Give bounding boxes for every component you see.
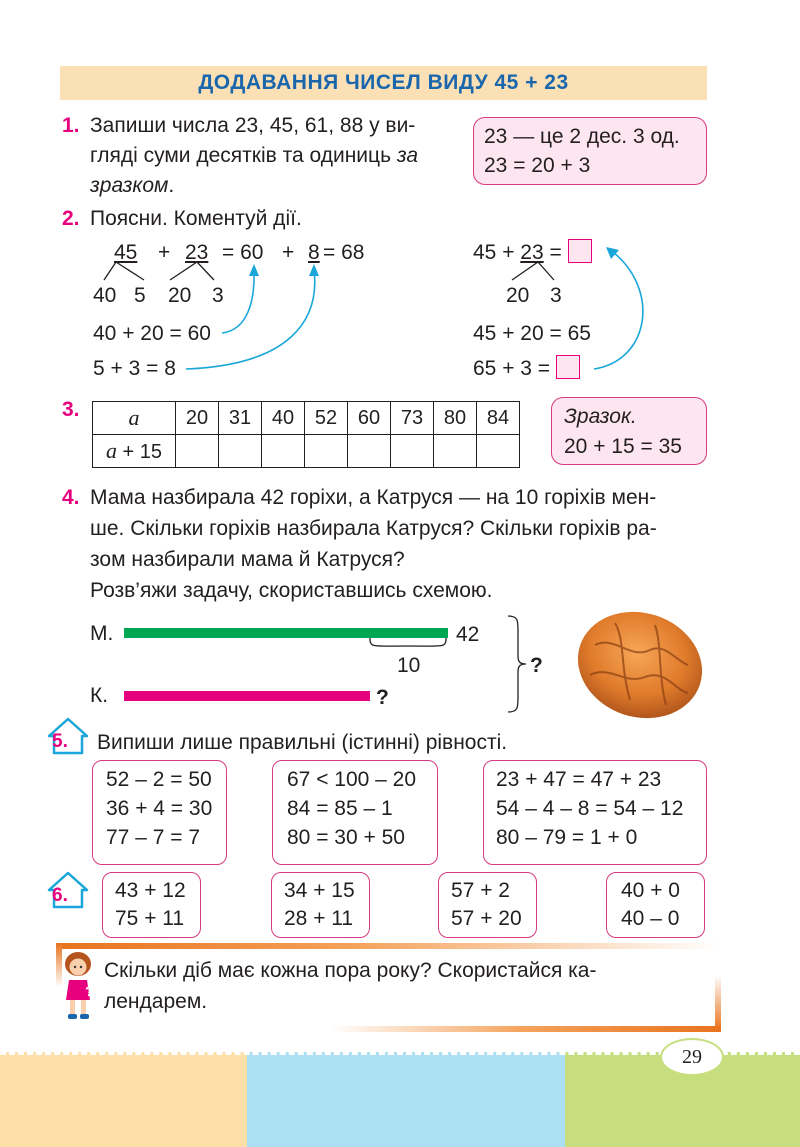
- table-cell: a: [93, 402, 176, 435]
- equality: 23 + 47 = 47 + 23: [496, 768, 662, 791]
- task-1-line-3: зразком.: [90, 174, 175, 197]
- task-1-line-1: Запиши числа 23, 45, 61, 88 у ви-: [90, 114, 416, 137]
- equalities-box-1: [92, 760, 227, 865]
- expression: 57 + 20: [451, 907, 522, 930]
- example-line: 20 + 15 = 35: [564, 435, 682, 458]
- expression-box-3: [438, 872, 537, 938]
- equality: 36 + 4 = 30: [106, 797, 213, 820]
- right-part-20: 20: [506, 284, 530, 307]
- task-4-line-1: Мама назбирала 42 горіхи, а Катруся — на 10 горіхів мен-: [90, 486, 657, 509]
- right-expr: 45 + 23 =: [473, 239, 592, 267]
- table-answer-cell[interactable]: [305, 435, 348, 468]
- bonus-line-1: Скільки діб має кожна пора року? Скористайся ка-: [104, 959, 597, 982]
- table-row: [93, 402, 520, 435]
- right-sum-1: 45 + 20 = 65: [473, 322, 591, 345]
- expression-box-1: [102, 872, 201, 938]
- expr-45: 45: [114, 241, 138, 264]
- scheme-value-42: 42: [456, 623, 480, 646]
- table-cell: 40: [262, 402, 305, 435]
- part-40: 40: [93, 284, 117, 307]
- expression: 43 + 12: [115, 879, 186, 902]
- task-1-number: 1.: [62, 114, 80, 137]
- scheme-bar-katrusia: [124, 691, 370, 701]
- table-row: [93, 435, 520, 468]
- task-2-text: Поясни. Коментуй дії.: [90, 207, 302, 230]
- part-3: 3: [212, 284, 224, 307]
- example-line-2: 23 = 20 + 3: [484, 154, 591, 177]
- equality: 52 – 2 = 50: [106, 768, 212, 791]
- expr-eq-60: = 60: [222, 241, 264, 264]
- equality: 84 = 85 – 1: [287, 797, 393, 820]
- expression-box-4: [606, 872, 705, 938]
- task-4-line-3: зом назбирали мама й Катруся?: [90, 548, 405, 571]
- equalities-box-3: [483, 760, 707, 865]
- walnut-icon: [570, 605, 710, 723]
- expression-box-2: [271, 872, 370, 938]
- scheme-question-katrusia: ?: [376, 686, 389, 709]
- right-part-3: 3: [550, 284, 562, 307]
- table-cell: 73: [391, 402, 434, 435]
- bonus-frame-top: [56, 943, 721, 949]
- task-1-line-2: гляді суми десятків та одиниць за: [90, 144, 419, 167]
- table-cell: a + 15: [93, 435, 176, 468]
- table-cell: 60: [348, 402, 391, 435]
- task-3-table: [92, 401, 520, 468]
- sum-tens: 40 + 20 = 60: [93, 322, 211, 345]
- example-line-1: 23 — це 2 дес. 3 од.: [484, 125, 680, 148]
- table-answer-cell[interactable]: [477, 435, 520, 468]
- expression: 57 + 2: [451, 879, 510, 902]
- task-5-text: Випиши лише правильні (істинні) рівності.: [97, 731, 508, 754]
- bonus-frame-bottom: [330, 1026, 721, 1032]
- scheme-value-10: 10: [397, 654, 421, 677]
- expression: 40 + 0: [621, 879, 680, 902]
- bonus-line-2: лендарем.: [104, 990, 208, 1013]
- task-2-number: 2.: [62, 207, 80, 230]
- table-cell: 80: [434, 402, 477, 435]
- expr-8: 8: [308, 241, 320, 264]
- task-4-line-2: ше. Скільки горіхів назбирала Катруся? Скільки горіхів ра-: [90, 517, 657, 540]
- part-5: 5: [134, 284, 146, 307]
- expr-eq-68: = 68: [323, 241, 365, 264]
- task-4-line-4: Розв’яжи задачу, скориставшись схемою.: [90, 579, 493, 602]
- equality: 77 – 7 = 7: [106, 826, 200, 849]
- right-sum-2: 65 + 3 =: [473, 355, 580, 383]
- answer-square-2[interactable]: [556, 355, 580, 379]
- equality: 54 – 4 – 8 = 54 – 12: [496, 797, 684, 820]
- equality: 67 < 100 – 20: [287, 768, 417, 791]
- scheme-label-mom: М.: [90, 622, 114, 645]
- table-cell: 20: [176, 402, 219, 435]
- task-3-number: 3.: [62, 398, 80, 421]
- table-cell: 84: [477, 402, 520, 435]
- footer-band-blue: [247, 1052, 565, 1147]
- table-answer-cell[interactable]: [262, 435, 305, 468]
- expression: 28 + 11: [284, 907, 354, 930]
- footer-band-yellow: [0, 1052, 247, 1147]
- bonus-frame-right: [715, 975, 721, 1030]
- scheme-label-katrusia: К.: [90, 684, 109, 707]
- task-6-number: 6.: [52, 885, 68, 906]
- expression: 34 + 15: [284, 879, 355, 902]
- sum-units: 5 + 3 = 8: [93, 357, 176, 380]
- task-5-number: 5.: [52, 731, 68, 752]
- table-answer-cell[interactable]: [219, 435, 262, 468]
- table-cell: 52: [305, 402, 348, 435]
- girl-icon: [60, 950, 98, 1024]
- expression: 75 + 11: [115, 907, 185, 930]
- page-title: ДОДАВАННЯ ЧИСЕЛ ВИДУ 45 + 23: [198, 71, 569, 94]
- part-20: 20: [168, 284, 192, 307]
- expression: 40 – 0: [621, 907, 680, 930]
- scheme-question-total: ?: [530, 654, 543, 677]
- table-cell: 31: [219, 402, 262, 435]
- equality: 80 = 30 + 50: [287, 826, 405, 849]
- task-3-example-box: [551, 397, 707, 465]
- table-answer-cell[interactable]: [434, 435, 477, 468]
- example-heading: Зразок.: [564, 405, 637, 428]
- equalities-box-2: [272, 760, 438, 865]
- table-answer-cell[interactable]: [348, 435, 391, 468]
- expr-plus-1: +: [158, 241, 171, 264]
- equality: 80 – 79 = 1 + 0: [496, 826, 638, 849]
- table-answer-cell[interactable]: [176, 435, 219, 468]
- expr-23: 23: [185, 241, 209, 264]
- table-answer-cell[interactable]: [391, 435, 434, 468]
- task-4-number: 4.: [62, 486, 80, 509]
- expr-plus-2: +: [282, 241, 295, 264]
- svg-text:?: ?: [85, 983, 94, 999]
- page-number: 29: [660, 1038, 724, 1076]
- answer-square-1[interactable]: [568, 239, 592, 263]
